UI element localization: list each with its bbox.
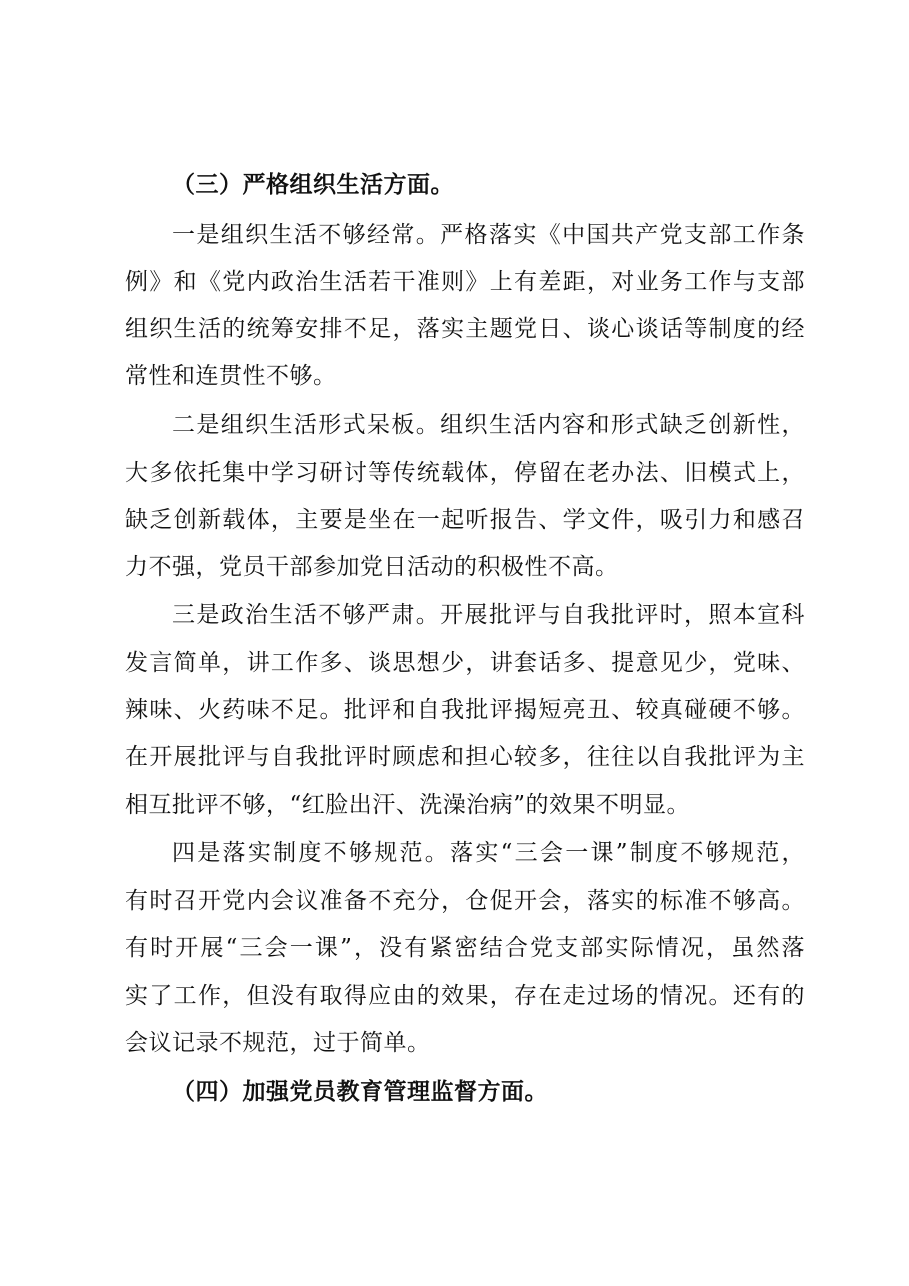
paragraph-1-line-2: 例》和《党内政治生活若干准则》上有差距，对业务工作与支部 bbox=[125, 269, 805, 295]
paragraph-4-line-3: 有时开展“三会一课”，没有紧密结合党支部实际情况，虽然落 bbox=[125, 935, 805, 961]
section-heading-4: （四）加强党员教育管理监督方面。 bbox=[172, 1078, 548, 1105]
paragraph-2-line-1: 二是组织生活形式呆板。组织生活内容和形式缺乏创新性， bbox=[172, 412, 805, 438]
paragraph-1-line-3: 组织生活的统筹安排不足，落实主题党日、谈心谈话等制度的经 bbox=[125, 316, 805, 342]
paragraph-4-line-4: 实了工作，但没有取得应由的效果，存在走过场的情况。还有的 bbox=[125, 983, 805, 1009]
paragraph-2-line-2: 大多依托集中学习研讨等传统载体，停留在老办法、旧模式上， bbox=[125, 460, 805, 486]
section-heading-3: （三）严格组织生活方面。 bbox=[172, 171, 454, 198]
paragraph-2-line-3: 缺乏创新载体，主要是坐在一起听报告、学文件，吸引力和感召 bbox=[125, 507, 805, 533]
paragraph-1-line-1: 一是组织生活不够经常。严格落实《中国共产党支部工作条 bbox=[172, 222, 805, 248]
paragraph-3-line-5: 相互批评不够，“红脸出汗、洗澡治病”的效果不明显。 bbox=[125, 792, 691, 818]
paragraph-4-line-1: 四是落实制度不够规范。落实“三会一课”制度不够规范， bbox=[172, 840, 805, 866]
paragraph-1-line-4: 常性和连贯性不够。 bbox=[125, 363, 337, 389]
paragraph-2-line-4: 力不强，党员干部参加党日活动的积极性不高。 bbox=[125, 554, 619, 580]
paragraph-3-line-3: 辣味、火药味不足。批评和自我批评揭短亮丑、较真碰硬不够。 bbox=[125, 697, 805, 723]
paragraph-3-line-2: 发言简单，讲工作多、谈思想少，讲套话多、提意见少，党味、 bbox=[125, 650, 805, 676]
paragraph-4-line-2: 有时召开党内会议准备不充分，仓促开会，落实的标准不够高。 bbox=[125, 888, 805, 914]
paragraph-4-line-5: 会议记录不规范，过于简单。 bbox=[125, 1030, 431, 1056]
paragraph-3-line-1: 三是政治生活不够严肃。开展批评与自我批评时，照本宣科 bbox=[172, 602, 805, 628]
paragraph-3-line-4: 在开展批评与自我批评时顾虑和担心较多，往往以自我批评为主 bbox=[125, 744, 805, 770]
